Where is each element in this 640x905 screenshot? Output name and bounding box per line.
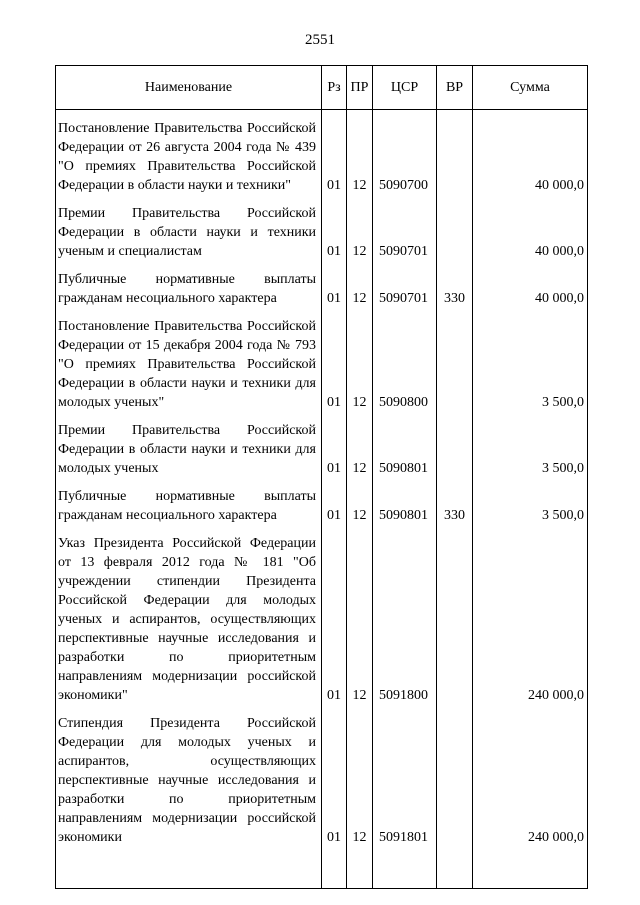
row-rz-cell: 01 [322, 195, 347, 261]
table-row [56, 308, 587, 412]
row-name-cell: Публичные нормативные выплаты гражданам несоциального характера [56, 261, 322, 308]
row-tsr-cell: 5090801 [373, 478, 437, 525]
row-rz-cell: 01 [322, 412, 347, 478]
table-row [56, 705, 587, 847]
row-pr-cell: 12 [347, 110, 373, 195]
row-rz-cell: 01 [322, 478, 347, 525]
table-row [56, 261, 587, 308]
row-pr-cell: 12 [347, 705, 373, 847]
row-rz-cell: 01 [322, 705, 347, 847]
row-pr-cell [347, 847, 373, 888]
row-sum-cell: 240 000,0 [528, 688, 584, 703]
budget-table [55, 65, 588, 889]
row-tsr-cell: 5090801 [373, 412, 437, 478]
row-vr-cell [437, 525, 473, 705]
row-rz-cell: 01 [322, 525, 347, 705]
row-pr-cell: 12 [347, 195, 373, 261]
table-row [56, 412, 587, 478]
row-sum-cell: 3 500,0 [542, 508, 584, 523]
row-name-cell: Постановление Правительства Российской Федерации от 15 декабря 2004 года № 793 "О премиях Правительства Российской Федерации в области науки и техники для молодых ученых" [56, 308, 322, 412]
row-pr-cell: 12 [347, 525, 373, 705]
row-vr-cell: 330 [437, 478, 473, 525]
row-tsr-cell: 5090701 [373, 261, 437, 308]
table-header [56, 66, 587, 110]
row-vr-cell [437, 308, 473, 412]
row-vr-cell [437, 847, 473, 888]
row-sum-cell: 40 000,0 [535, 178, 584, 193]
header-name: Наименование [56, 66, 322, 109]
row-pr-cell: 12 [347, 261, 373, 308]
row-rz-cell: 01 [322, 110, 347, 195]
row-vr-cell [437, 705, 473, 847]
row-rz-cell: 01 [322, 308, 347, 412]
header-tsr: ЦСР [373, 66, 437, 109]
table-body [56, 110, 587, 888]
table-row [56, 110, 587, 195]
header-pr: ПР [347, 66, 373, 109]
table-row [56, 525, 587, 705]
row-sum-cell: 40 000,0 [535, 244, 584, 259]
row-vr-cell [437, 195, 473, 261]
table-row [56, 478, 587, 525]
row-sum-cell: 3 500,0 [542, 395, 584, 410]
row-vr-cell: 330 [437, 261, 473, 308]
row-sum-cell [473, 847, 587, 888]
row-tsr-cell: 5091800 [373, 525, 437, 705]
row-pr-cell: 12 [347, 412, 373, 478]
row-tsr-cell: 5090700 [373, 110, 437, 195]
row-pr-cell: 12 [347, 478, 373, 525]
row-vr-cell [437, 110, 473, 195]
row-tsr-cell: 5090701 [373, 195, 437, 261]
row-pr-cell: 12 [347, 308, 373, 412]
row-tsr-cell: 5090800 [373, 308, 437, 412]
row-name-cell [56, 847, 322, 888]
row-name-cell: Указ Президента Российской Федерации от 13 февраля 2012 года № 181 "Об учреждении стипендии Президента Российской Федерации для молодых ученых и аспирантов, осуществляющих перспективные научные исследования и разработки по приоритетным направлениям модернизации российской экономики" [56, 525, 322, 705]
row-tsr-cell: 5091801 [373, 705, 437, 847]
page-number: 2551 [305, 32, 335, 48]
row-name-cell: Постановление Правительства Российской Федерации от 26 августа 2004 года № 439 "О премиях Правительства Российской Федерации в области науки и техники" [56, 110, 322, 195]
row-sum-cell: 40 000,0 [535, 291, 584, 306]
row-sum-cell: 3 500,0 [542, 461, 584, 476]
row-vr-cell [437, 412, 473, 478]
row-sum-cell: 240 000,0 [528, 830, 584, 845]
header-rz: Рз [322, 66, 347, 109]
row-rz-cell: 01 [322, 261, 347, 308]
header-vr: ВР [437, 66, 473, 109]
row-name-cell: Публичные нормативные выплаты гражданам несоциального характера [56, 478, 322, 525]
table-filler-row [56, 847, 587, 888]
row-name-cell: Премии Правительства Российской Федерации в области науки и техники для молодых ученых [56, 412, 322, 478]
row-tsr-cell [373, 847, 437, 888]
row-rz-cell [322, 847, 347, 888]
row-name-cell: Премии Правительства Российской Федерации в области науки и техники ученым и специалистам [56, 195, 322, 261]
header-sum: Сумма [510, 80, 550, 95]
table-row [56, 195, 587, 261]
row-name-cell: Стипендия Президента Российской Федерации для молодых ученых и аспирантов, осуществляющих перспективные научные исследования и разработки по приоритетным направлениям модернизации российской экономики [56, 705, 322, 847]
